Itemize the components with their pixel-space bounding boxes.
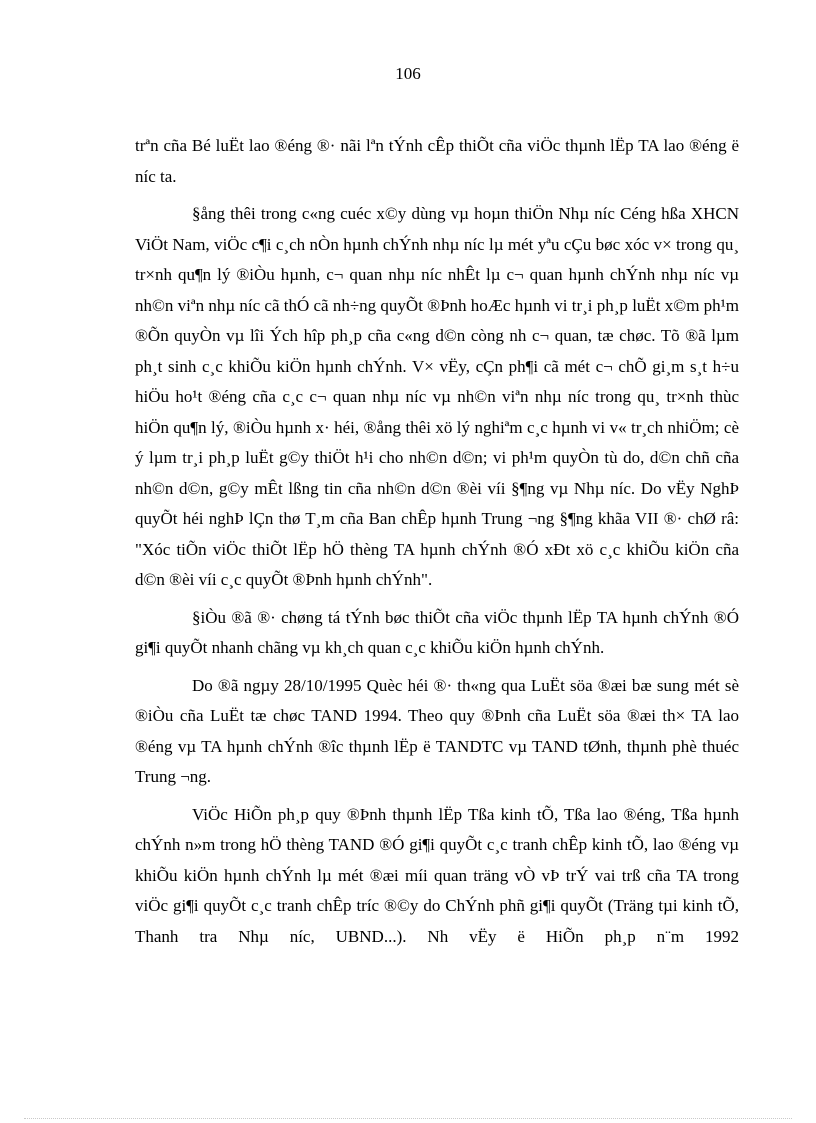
page-bottom-divider	[24, 1118, 792, 1119]
paragraph-5: ViÖc HiÕn ph¸p quy ®Þnh thµnh lËp Tßa kinh tÕ, Tßa lao ®éng, Tßa hµnh chÝnh n»m trong hÖ thèng TAND ®Ó gi¶i quyÕt c¸c tranh chÊp kinh tÕ, lao ®éng vµ khiÕu kiÖn hµnh chÝnh lµ mét ®æi míi quan träng vÒ vÞ trÝ vai trß cña TA trong viÖc gi¶i quyÕt c¸c tranh chÊp tríc ®©y do ChÝnh phñ gi¶i quyÕt (Träng tµi kinh tÕ, Thanh tra Nhµ níc, UBND...). Nh vËy ë HiÕn ph¸p n¨m 1992	[135, 804, 739, 946]
page-number: 106	[395, 64, 421, 83]
document-body	[135, 131, 739, 952]
paragraph-4: Do ®ã ngµy 28/10/1995 Quèc héi ®· th«ng qua LuËt söa ®æi bæ sung mét sè ®iÒu cña LuËt tæ chøc TAND 1994. Theo quy ®Þnh cña LuËt söa ®æi th× TA lao ®éng vµ TA hµnh chÝnh ®îc thµnh lËp ë TANDTC vµ TAND tØnh, thµnh phè thuéc Trung ¬ng.	[135, 675, 739, 786]
paragraph-1: trªn cña Bé luËt lao ®éng ®· nãi lªn tÝnh cÊp thiÕt cña viÖc thµnh lËp TA lao ®éng ë níc ta.	[135, 136, 739, 186]
paragraph-2: §ång thêi trong c«ng cuéc x©y dùng vµ hoµn thiÖn Nhµ níc Céng hßa XHCN ViÖt Nam, viÖc c¶i c¸ch nÒn hµnh chÝnh nhµ níc lµ mét yªu cÇu bøc xóc v× trong qu¸ tr×nh qu¶n lý ®iÒu hµnh, c¬ quan nhµ níc nhÊt lµ c¬ quan hµnh chÝnh nhµ níc vµ nh©n viªn nhµ níc cã thÓ cã nh÷ng quyÕt ®Þnh hoÆc hµnh vi tr¸i ph¸p luËt x©m ph¹m ®Õn quyÒn vµ lîi Ých hîp ph¸p cña c«ng d©n còng nh c¬ quan, tæ chøc. Tõ ®ã lµm ph¸t sinh c¸c khiÕu kiÖn hµnh chÝnh. V× vËy, cÇn ph¶i cã mét c¬ chÕ gi¸m s¸t h÷u hiÖu ho¹t ®éng cña c¸c c¬ quan nhµ níc vµ nh©n viªn nhµ níc trong qu¸ tr×nh thùc hiÖn qu¶n lý, ®iÒu hµnh x· héi, ®ång thêi xö lý nghiªm c¸c hµnh vi v« tr¸ch nhiÖm; cè ý lµm tr¸i ph¸p luËt g©y thiÖt h¹i cho nh©n d©n; vi ph¹m quyÒn tù do, d©n chñ cña nh©n d©n, g©y mÊt lßng tin cña nh©n d©n ®èi víi §¶ng vµ Nhµ níc. Do vËy NghÞ quyÕt héi nghÞ lÇn thø T¸m cña Ban chÊp hµnh Trung ¬ng §¶ng khãa VII ®· chØ râ: "Xóc tiÕn viÖc thiÕt lËp hÖ thèng TA hµnh chÝnh ®Ó xÐt xö c¸c khiÕu kiÖn cña d©n ®èi víi c¸c quyÕt ®Þnh hµnh chÝnh".	[135, 204, 739, 589]
paragraph-3: §iÒu ®ã ®· chøng tá tÝnh bøc thiÕt cña viÖc thµnh lËp TA hµnh chÝnh ®Ó gi¶i quyÕt nhanh chãng vµ kh¸ch quan c¸c khiÕu kiÖn hµnh chÝnh.	[135, 607, 739, 657]
